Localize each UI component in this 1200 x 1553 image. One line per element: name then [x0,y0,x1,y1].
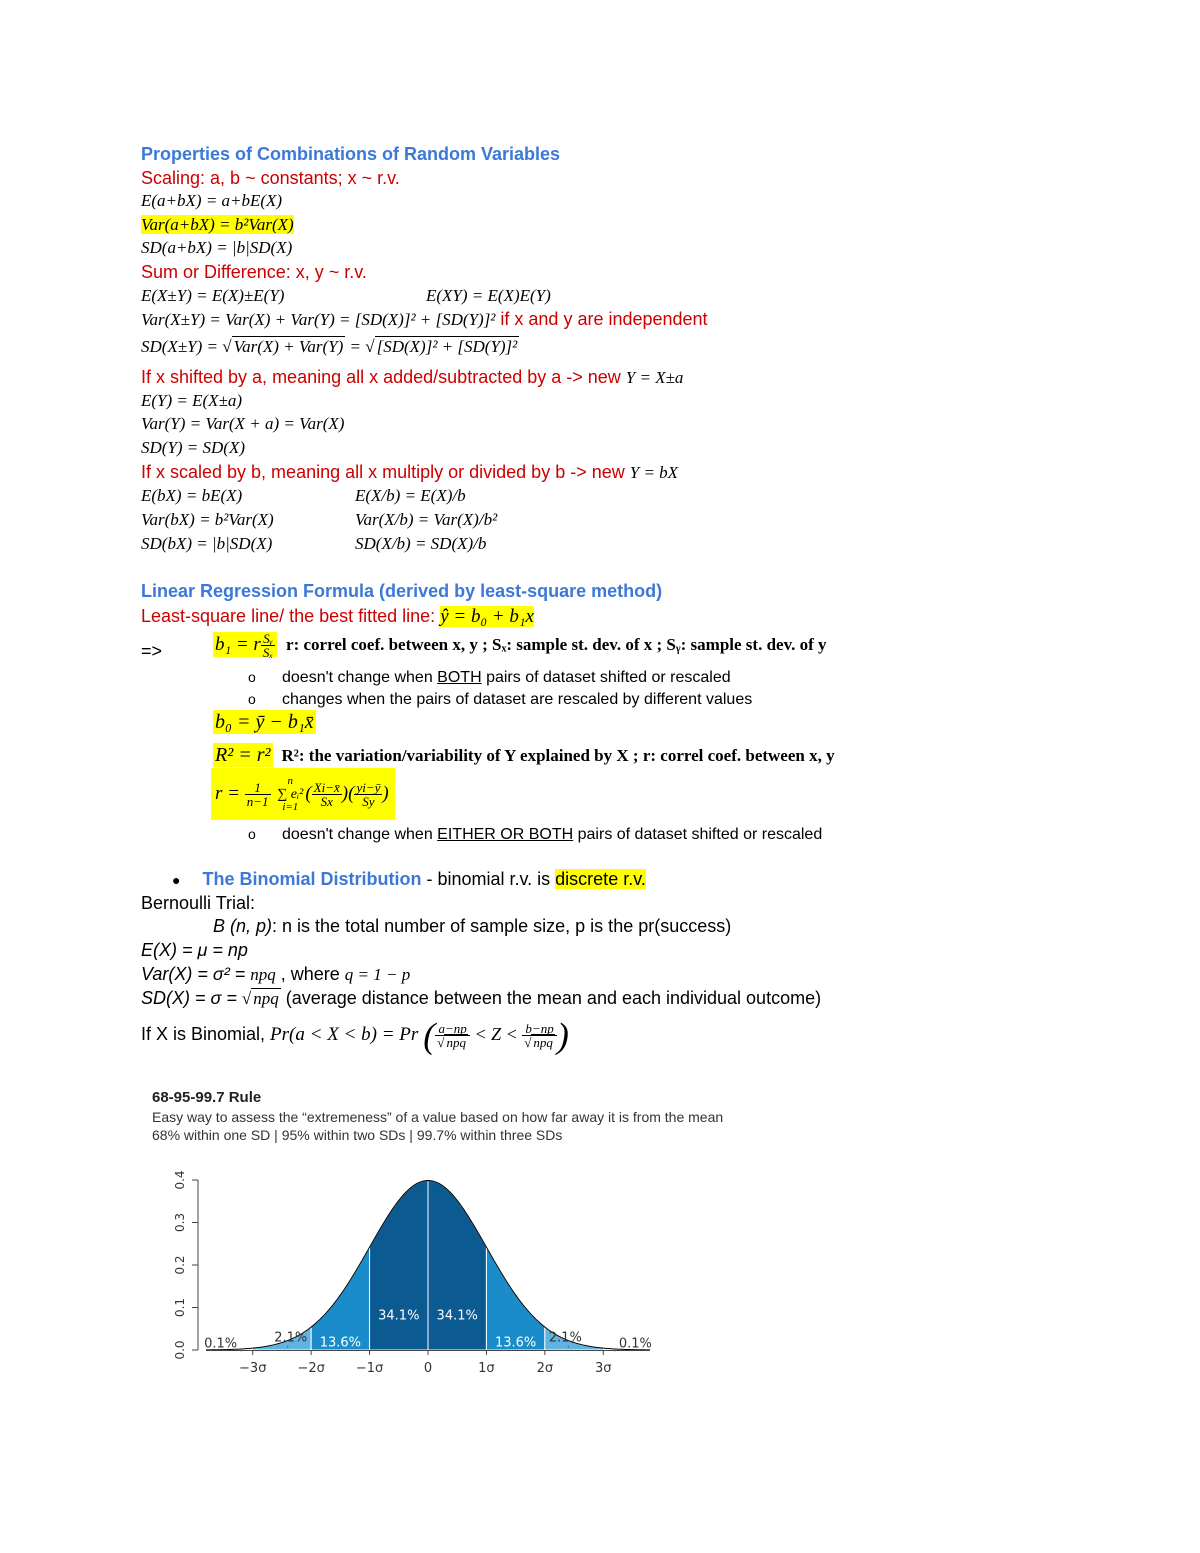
formula-variance-scaling-wrap [141,213,294,236]
formula-divide-expectation: E(X/b) = E(X)/b [355,486,466,505]
r-line [211,768,395,820]
least-square-label: Least-square line/ the best fitted line: [141,606,441,626]
shift-line [141,366,683,389]
r-frac-y-den: Sy [362,794,375,810]
region-label-2: 13.6% [319,1335,362,1351]
formula-expectation-product: E(XY) = E(X)E(Y) [426,286,551,305]
section-title-combinations: Properties of Combinations of Random Variables [141,144,561,164]
b1-bullet-1 [248,667,731,688]
scaling-label: Scaling: a, b ~ constants; x ~ r.v. [141,168,400,188]
shift-label: If x shifted by a, meaning all x added/subtracted by a -> new [141,367,626,387]
r-formula: r = $\frac{1}{n-1}$ n ∑ eᵢ² i=1 ( $\frac{Xi-x̄}{Sx}$ )( $\frac{yi-ȳ}{Sy}$ ) [211,768,395,820]
variance-binomial-q: q = 1 − p [344,965,411,984]
region-label-0: 0.1% [204,1336,238,1352]
shift-formula: Y = X±a [625,368,684,387]
binomial-title-rest: - binomial r.v. is [421,869,556,889]
r2-line [213,744,835,767]
x-tick-label-2: −1σ [355,1361,384,1376]
formula-divide-variance: Var(X/b) = Var(X)/b² [355,510,498,529]
least-square-formula: ŷ = b₀ + b₁x [440,606,534,627]
variance-binomial-npq: npq [250,965,276,984]
formula-shift-sd: SD(Y) = SD(X) [141,438,246,457]
b0-line [213,711,316,733]
region-label-4: 34.1% [436,1308,478,1324]
region-label-3: 34.1% [378,1308,420,1324]
y-tick-label-4: 0.4 [173,1170,187,1190]
formula-shift-variance: Var(Y) = Var(X + a) = Var(X) [141,414,345,433]
binomial-title: The Binomial Distribution [202,869,422,889]
chart-title: 68-95-99.7 Rule [152,1089,262,1106]
bnp-desc: : n is the total number of sample size, p is the pr(success) [272,916,732,936]
r-sum-top: n [287,775,294,788]
binomial-frac-a [435,1022,470,1049]
x-tick-label-3: 0 [423,1361,433,1376]
b1-denominator: Sₓ [262,645,274,660]
region-label-6: 2.1% [548,1330,582,1346]
chart-subtitle: Easy way to assess the “extremeness” of a value based on how far away it is from the mean [152,1109,724,1125]
arrow-symbol: => [141,641,163,661]
b1-description: r: correl coef. between x, y ; Sₓ: sample st. dev. of x ; Sᵧ: sample st. dev. of y [286,634,827,654]
x-tick-label-5: 2σ [536,1361,554,1376]
y-tick-label-0: 0.0 [173,1340,187,1360]
sd-binomial-lhs: SD(X) = σ = [141,988,242,1008]
bullet-marker: o [248,669,256,685]
variance-binomial-where: , where [275,964,345,984]
section-title-regression: Linear Regression Formula (derived by least-square method) [141,581,663,601]
sum-difference-label: Sum or Difference: x, y ~ r.v. [141,262,367,282]
region-label-5: 13.6% [494,1335,537,1351]
bullet-marker: o [248,826,256,842]
variance-binomial [141,963,410,986]
scale-line [141,461,678,484]
variance-binomial-lhs: Var(X) = σ² = [141,964,251,984]
x-tick-label-1: −2σ [297,1361,325,1376]
region-label-7: 0.1% [618,1336,652,1352]
x-tick-label-0: −3σ [239,1361,267,1376]
b1-lhs: b₁ = r [215,633,261,655]
y-tick-label-2: 0.2 [173,1255,187,1275]
b1-bullet-1-underline: BOTH [437,669,482,686]
r-bullet-a: doesn't change when [282,826,438,843]
x-tick-label-6: 3σ [595,1361,612,1376]
r-frac [245,781,271,808]
r-bullet-b: pairs of dataset shifted or rescaled [573,826,823,843]
discrete-highlight: discrete r.v. [555,869,646,889]
formula-expectation-scaling: E(a+bX) = a+bE(X) [141,191,283,210]
region-4 [428,1180,486,1350]
formula-variance-scaling: Var(a+bX) = b²Var(X) [141,215,294,234]
bullet-marker: o [248,691,256,707]
region-label-1: 2.1% [274,1330,308,1346]
formula-sd-sum-eq: = [345,337,366,356]
r-sum [275,775,305,814]
expectation-binomial-text: E(X) = μ = np [141,940,248,960]
binomial-heading [172,868,646,891]
binomial-frac-a-num: a−np [435,1022,470,1036]
r-bullet [248,824,822,845]
bullet-dot: ● [172,872,181,888]
binomial-frac-b-num: b−np [522,1022,557,1036]
bell-curve-chart [150,1160,670,1390]
binomial-frac-b [522,1022,557,1049]
b0-formula: b₀ = ȳ − b₁x̄ [215,711,314,733]
b1-formula [213,631,277,660]
formula-sd-scaling: SD(a+bX) = |b|SD(X) [141,238,293,257]
b1-bullet-2-text: changes when the pairs of dataset are rescaled by different values [282,691,753,708]
sd-binomial: SD(X) = σ = √ npq (average distance between the mean and each individual outcome) [141,988,822,1008]
formula-scale-sd: SD(bX) = |b|SD(X) [141,534,273,553]
y-tick-label-3: 0.3 [173,1212,187,1233]
independence-note: if x and y are independent [495,309,708,329]
binomial-prob-line: If X is Binomial, Pr(a < X < b) = Pr ( a−np √ npq < Z < b−np √ npq ) [141,1015,569,1056]
b1-bullet-1-a: doesn't change when [282,669,438,686]
binomial-frac-b-den: √ npq [524,1034,553,1050]
expectation-binomial [141,939,248,961]
binomial-prob-mid: < Z < [469,1024,523,1044]
r-frac-num: 1 [245,781,271,795]
r2-description: R²: the variation/variability of Y explained by X ; r: correl coef. between x, y [281,746,835,765]
bnp-line [213,915,731,937]
binomial-prob-formula: Pr(a < X < b) = Pr [270,1024,419,1045]
r-frac-x [312,781,342,808]
r-frac-x-num: Xi−x̄ [313,780,340,796]
formula-sd-sum-radicand1: Var(X) + Var(Y) [233,337,344,356]
formula-scale-variance: Var(bX) = b²Var(X) [141,510,274,529]
bernoulli-label: Bernoulli Trial: [141,893,256,913]
sd-binomial-npq: npq [253,989,279,1008]
formula-shift-expectation: E(Y) = E(X±a) [141,391,243,410]
binomial-frac-a-den: √ npq [437,1034,466,1050]
r-frac-den: n−1 [246,794,269,810]
scale-formula: Y = bX [629,463,679,482]
bnp-notation: B (n, p) [213,916,273,936]
b1-line [213,632,827,659]
sd-binomial-desc: (average distance between the mean and each individual outcome) [280,988,822,1008]
r-frac-x-den: Sx [320,794,333,810]
region-3 [370,1180,428,1350]
b1-numerator: Sᵧ [261,632,275,646]
formula-sd-sum-line: SD(X±Y) = √ Var(X) + Var(Y) = √ [SD(X)]² + [SD(Y)]² [141,337,518,356]
scale-label: If x scaled by b, meaning all x multiply or divided by b -> new [141,462,630,482]
formula-sd-sum-lhs: SD(X±Y) = [141,337,223,356]
formula-divide-sd: SD(X/b) = SD(X)/b [355,534,487,553]
formula-scale-expectation: E(bX) = bE(X) [141,486,243,505]
x-tick-label-4: 1σ [478,1361,495,1376]
chart-subtitle-2: 68% within one SD | 95% within two SDs | 99.7% within three SDs [152,1127,563,1143]
formula-sd-sum-radicand2: [SD(X)]² + [SD(Y)]² [376,337,518,356]
r-lhs: r = [215,783,245,804]
b1-bullet-2 [248,689,752,710]
r-sum-sym: ∑ eᵢ² [277,787,304,803]
r-frac-y [354,781,382,808]
r-bullet-underline: EITHER OR BOTH [437,826,574,843]
b1-fraction [261,632,275,659]
formula-variance-sum: Var(X±Y) = Var(X) + Var(Y) = [SD(X)]² + [SD(Y)]² [141,310,496,329]
y-tick-label-1: 0.1 [173,1297,187,1318]
r2-formula: R² = r² [215,744,271,766]
formula-expectation-sum: E(X±Y) = E(X)±E(Y) [141,286,285,305]
least-square-line [141,605,534,628]
binomial-prob-label: If X is Binomial, [141,1024,271,1044]
formula-variance-sum-line [141,308,708,331]
r-sum-bot: i=1 [282,801,299,814]
b1-bullet-1-b: pairs of dataset shifted or rescaled [481,669,731,686]
r-frac-y-num: yi−ȳ [356,780,381,796]
